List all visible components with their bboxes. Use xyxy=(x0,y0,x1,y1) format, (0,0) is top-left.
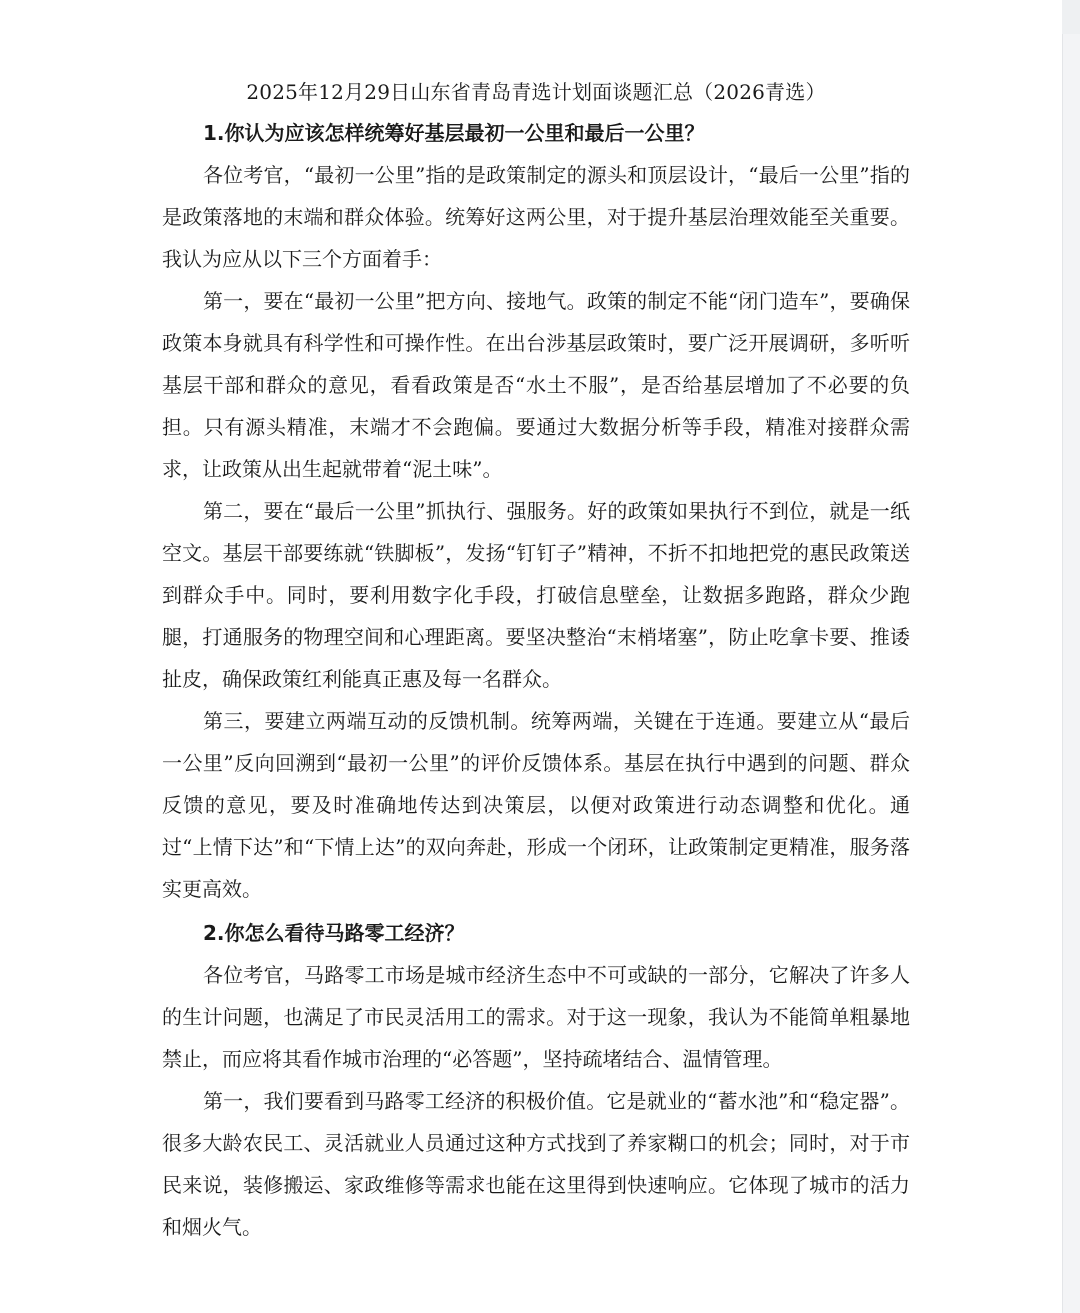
answer-paragraph: 第二，要在“最后一公里”抓执行、强服务。好的政策如果执行不到位，就是一纸空文。基层干部要练就“铁脚板”，发扬“钉钉子”精神，不折不扣地把党的惠民政策送到群众手中。同时，要利用数字化手段，打破信息壁垒，让数据多跑路，群众少跑腿，打通服务的物理空间和心理距离。要坚决整治“末梢堵塞”，防止吃拿卡要、推诿扯皮，确保政策红利能真正惠及每一名群众。 xyxy=(162,499,910,691)
document-body xyxy=(162,72,910,1248)
answer-paragraph: 第一，要在“最初一公里”把方向、接地气。政策的制定不能“闭门造车”，要确保政策本身就具有科学性和可操作性。在出台涉基层政策时，要广泛开展调研，多听听基层干部和群众的意见，看看政策是否“水土不服”，是否给基层增加了不必要的负担。只有源头精准，末端才不会跑偏。要通过大数据分析等手段，精准对接群众需求，让政策从出生起就带着“泥土味”。 xyxy=(162,289,910,481)
document-title: 2025年12月29日山东省青岛青选计划面谈题汇总（2026青选） xyxy=(246,80,826,104)
question-2-heading: 2.你怎么看待马路零工经济？ xyxy=(203,921,465,945)
viewer-scroll-margin xyxy=(1062,34,1080,1313)
answer-paragraph: 第三，要建立两端互动的反馈机制。统筹两端，关键在于连通。要建立从“最后一公里”反向回溯到“最初一公里”的评价反馈体系。基层在执行中遇到的问题、群众反馈的意见，要及时准确地传达到决策层，以便对政策进行动态调整和优化。通过“上情下达”和“下情上达”的双向奔赴，形成一个闭环，让政策制定更精准，服务落实更高效。 xyxy=(162,709,910,901)
answer-paragraph: 各位考官，马路零工市场是城市经济生态中不可或缺的一部分，它解决了许多人的生计问题，也满足了市民灵活用工的需求。对于这一现象，我认为不能简单粗暴地禁止，而应将其看作城市治理的“必答题”，坚持疏堵结合、温情管理。 xyxy=(162,963,910,1071)
question-1-heading: 1.你认为应该怎样统筹好基层最初一公里和最后一公里？ xyxy=(203,121,705,145)
answer-paragraph: 第一，我们要看到马路零工经济的积极价值。它是就业的“蓄水池”和“稳定器”。很多大龄农民工、灵活就业人员通过这种方式找到了养家糊口的机会；同时，对于市民来说，装修搬运、家政维修等需求也能在这里得到快速响应。它体现了城市的活力和烟火气。 xyxy=(162,1089,910,1239)
answer-paragraph: 各位考官，“最初一公里”指的是政策制定的源头和顶层设计，“最后一公里”指的是政策落地的末端和群众体验。统筹好这两公里，对于提升基层治理效能至关重要。我认为应从以下三个方面着手： xyxy=(162,163,910,271)
